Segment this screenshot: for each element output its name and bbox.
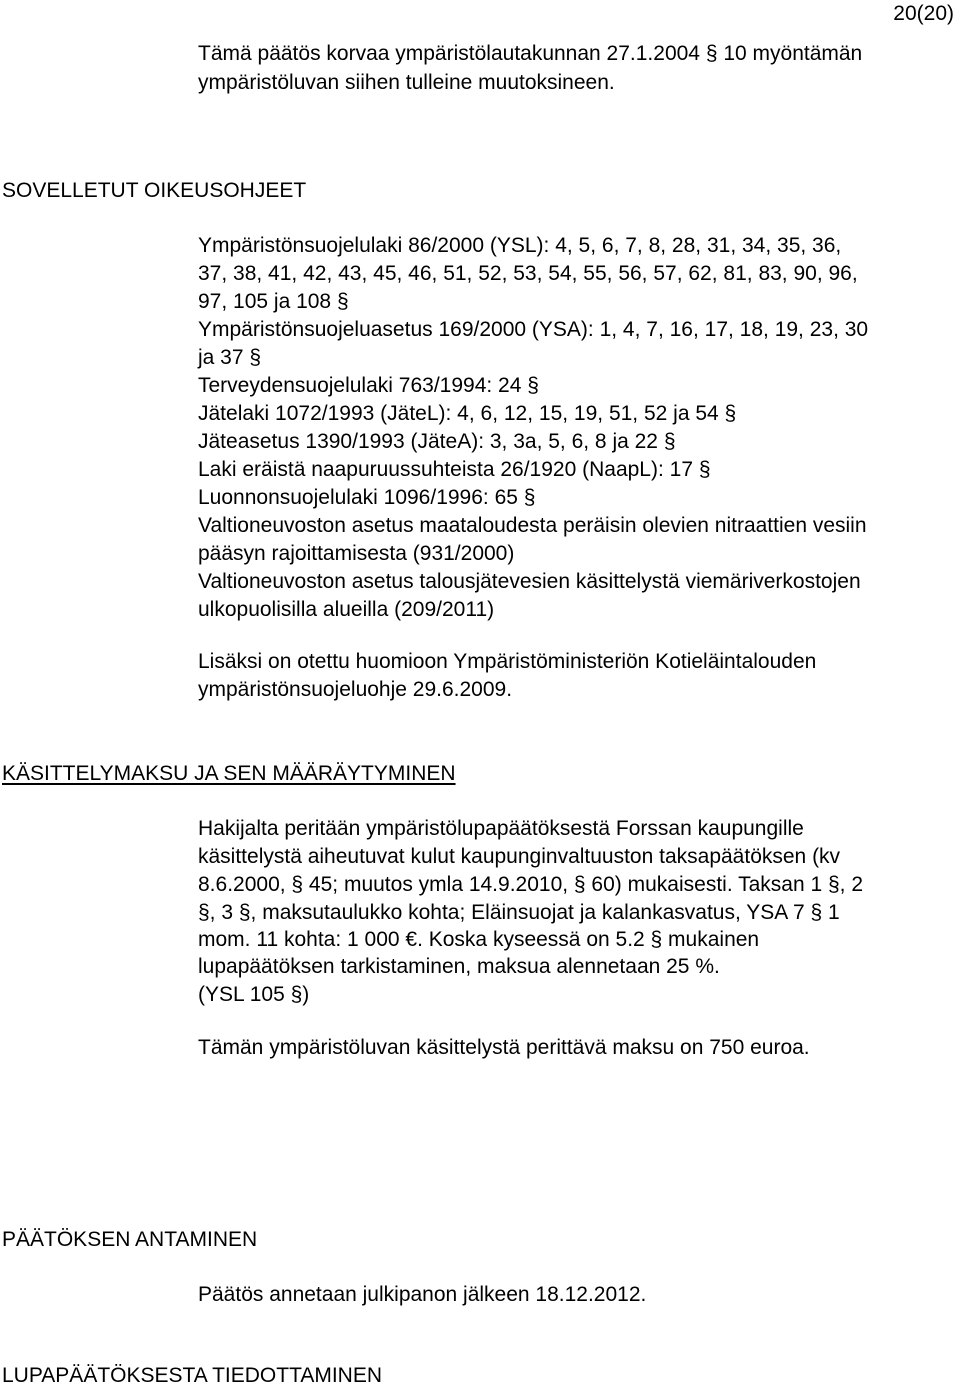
section-heading-applied-law: SOVELLETUT OIKEUSOHJEET — [2, 179, 307, 202]
fee-text-line: käsittelystä aiheutuvat kulut kaupunginvaltuuston taksapäätöksen (kv — [198, 845, 841, 868]
page-number: 20(20) — [893, 2, 954, 25]
intro-line: Tämä päätös korvaa ympäristölautakunnan 27.1.2004 § 10 myöntämän — [198, 42, 863, 65]
law-reference-line: Valtioneuvoston asetus maataloudesta peräisin olevien nitraattien vesiin — [198, 514, 867, 537]
law-reference-line: ulkopuolisilla alueilla (209/2011) — [198, 598, 495, 621]
law-reference-line: Luonnonsuojelulaki 1096/1996: 65 § — [198, 486, 536, 509]
fee-text-line: mom. 11 kohta: 1 000 €. Koska kyseessä on 5.2 § mukainen — [198, 928, 760, 951]
law-reference-line: 37, 38, 41, 42, 43, 45, 46, 51, 52, 53, 54, 55, 56, 57, 62, 81, 83, 90, 96, — [198, 262, 858, 285]
law-reference-line: ja 37 § — [198, 346, 262, 369]
section-heading-fee: KÄSITTELYMAKSU JA SEN MÄÄRÄYTYMINEN — [2, 762, 456, 785]
fee-text-line: 8.6.2000, § 45; muutos ymla 14.9.2010, § 60) mukaisesti. Taksan 1 §, 2 — [198, 873, 864, 896]
section-heading-issuance: PÄÄTÖKSEN ANTAMINEN — [2, 1228, 258, 1251]
intro-line: ympäristöluvan siihen tulleine muutoksineen. — [198, 71, 615, 94]
fee-total-line: Tämän ympäristöluvan käsittelystä perittävä maksu on 750 euroa. — [198, 1036, 810, 1059]
fee-text-line: §, 3 §, maksutaulukko kohta; Eläinsuojat ja kalankasvatus, YSA 7 § 1 — [198, 901, 840, 924]
additional-guideline-line: Lisäksi on otettu huomioon Ympäristöministeriön Kotieläintalouden — [198, 650, 817, 673]
law-reference-line: Ympäristönsuojeluasetus 169/2000 (YSA): 1, 4, 7, 16, 17, 18, 19, 23, 30 — [198, 318, 869, 341]
law-reference-line: Terveydensuojelulaki 763/1994: 24 § — [198, 374, 539, 397]
section-heading-notification: LUPAPÄÄTÖKSESTA TIEDOTTAMINEN — [2, 1364, 383, 1387]
law-reference-line: 97, 105 ja 108 § — [198, 290, 349, 313]
fee-text-line: lupapäätöksen tarkistaminen, maksua alennetaan 25 %. — [198, 955, 720, 978]
additional-guideline-line: ympäristönsuojeluohje 29.6.2009. — [198, 678, 513, 701]
issuance-text: Päätös annetaan julkipanon jälkeen 18.12.2012. — [198, 1283, 647, 1306]
law-reference-line: pääsyn rajoittamisesta (931/2000) — [198, 542, 515, 565]
law-reference-line: Valtioneuvoston asetus talousjätevesien käsittelystä viemäriverkostojen — [198, 570, 861, 593]
law-reference-line: Laki eräistä naapuruussuhteista 26/1920 (NaapL): 17 § — [198, 458, 711, 481]
law-reference-line: Jätelaki 1072/1993 (JäteL): 4, 6, 12, 15, 19, 51, 52 ja 54 § — [198, 402, 737, 425]
fee-text-line: (YSL 105 §) — [198, 983, 310, 1006]
fee-text-line: Hakijalta peritään ympäristölupapäätöksestä Forssan kaupungille — [198, 817, 804, 840]
law-reference-line: Ympäristönsuojelulaki 86/2000 (YSL): 4, 5, 6, 7, 8, 28, 31, 34, 35, 36, — [198, 234, 842, 257]
law-reference-line: Jäteasetus 1390/1993 (JäteA): 3, 3a, 5, 6, 8 ja 22 § — [198, 430, 676, 453]
